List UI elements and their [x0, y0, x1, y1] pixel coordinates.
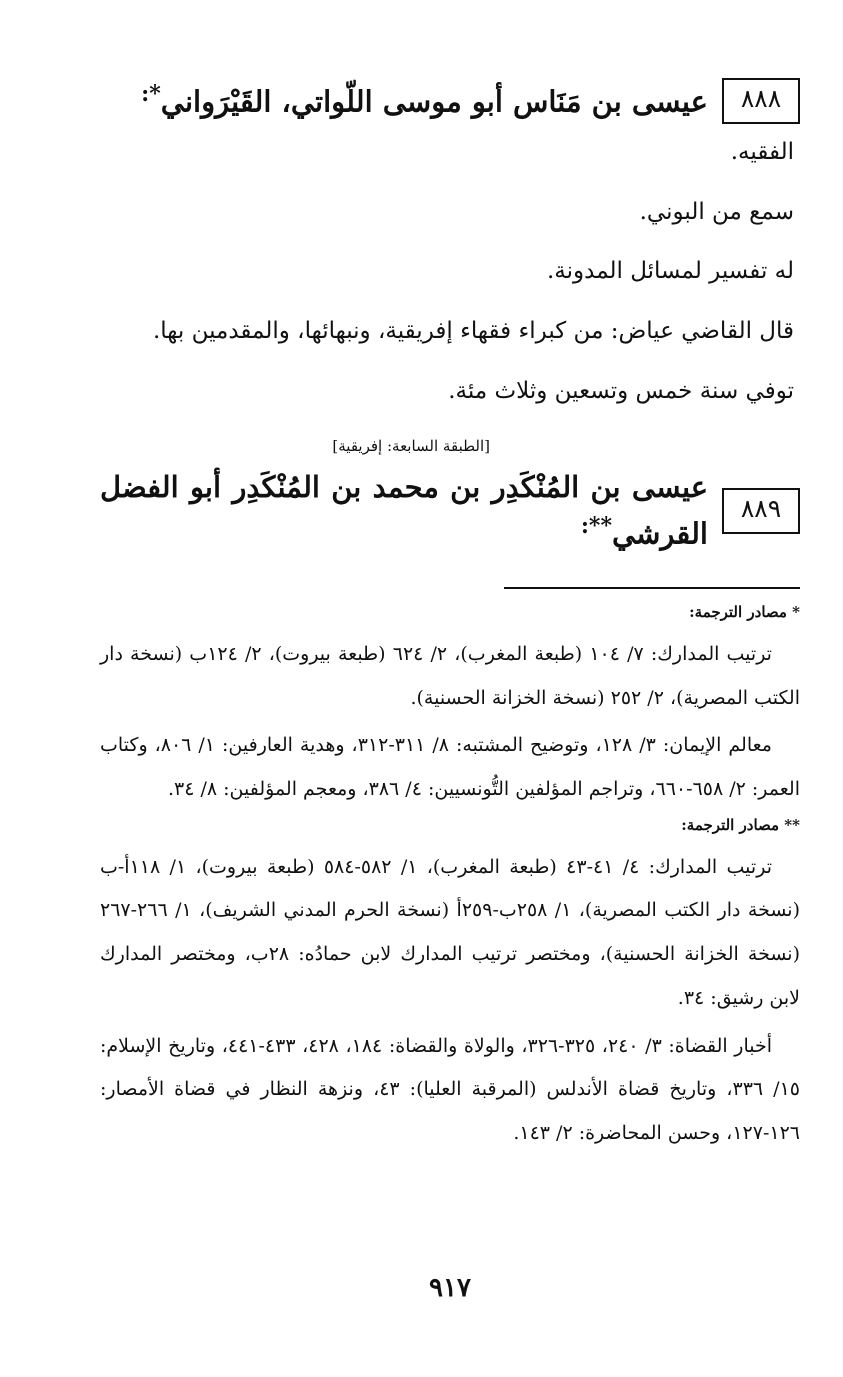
footnote-paragraph: ترتيب المدارك: ٧/ ١٠٤ (طبعة المغرب)، ٢/ ٦٢٤ (طبعة بيروت)، ٢/ ١٢٤ب (نسخة دار الكتب المصرية)، ٢/ ٢٥٢ (نسخة الخزانة الحسنية). — [100, 643, 800, 709]
entry-number-box: ٨٨٩ — [722, 488, 800, 534]
footnotes — [100, 603, 800, 1156]
footnote-marker: **: — [580, 513, 612, 540]
entry-heading — [100, 78, 800, 124]
biography-entry-889 — [100, 465, 800, 558]
entry-name: عيسى بن المُنْكَدِر بن محمد بن المُنْكَدِر أبو الفضل القرشي — [100, 469, 708, 552]
footnote-heading: ** مصادر الترجمة: — [681, 815, 800, 834]
entry-line: الفقيه. — [730, 138, 794, 165]
entry-line: قال القاضي عياض: من كبراء فقهاء إفريقية، ونبهائها، والمقدمين بها. — [152, 318, 794, 344]
entry-body — [100, 138, 800, 406]
tabaqa-note: [الطبقة السابعة: إفريقية] — [332, 436, 490, 455]
page-number: ٩١٧ — [429, 1273, 471, 1303]
entry-title — [100, 465, 708, 558]
entry-heading — [100, 465, 800, 558]
entry-line: توفي سنة خمس وتسعين وثلاث مئة. — [448, 377, 794, 404]
footnote-separator — [504, 587, 800, 589]
footnote-marker: *: — [141, 80, 161, 107]
book-page — [100, 78, 800, 1368]
entry-line: سمع من البوني. — [639, 198, 794, 225]
footnote-paragraph: ترتيب المدارك: ٤/ ٤١-٤٣ (طبعة المغرب)، ١/ ٥٨٢-٥٨٤ (طبعة بيروت)، ١/ ١١٨أ-ب (نسخة دار الكتب المصرية)، ١/ ٢٥٨ب-٢٥٩أ (نسخة الحرم المدني الشريف)، ١/ ٢٦٦-٢٦٧ (نسخة الخزانة الحسنية)، ومختصر ترتيب المدارك لابن حمادُه: ٢٨ب، ومختصر المدارك لابن رشيق: ٣٤. — [100, 855, 800, 1009]
biography-entry-888 — [100, 78, 800, 455]
footnote-paragraph: معالم الإيمان: ٣/ ١٢٨، وتوضيح المشتبه: ٨/ ٣١١-٣١٢، وهدية العارفين: ١/ ٨٠٦، وكتاب العمر: ٢/ ٦٥٨-٦٦٠، وتراجم المؤلفين التُّونسيين: ٤/ ٣٨٦، ومعجم المؤلفين: ٨/ ٣٤. — [100, 734, 800, 801]
entry-title — [100, 80, 708, 122]
entry-line: له تفسير لمسائل المدونة. — [546, 258, 794, 285]
footnote-block-1 — [100, 603, 800, 812]
entry-number-box: ٨٨٨ — [722, 78, 800, 124]
footnote-heading: * مصادر الترجمة: — [689, 603, 800, 622]
footnote-paragraph: أخبار القضاة: ٣/ ٢٤٠، ٣٢٥-٣٢٦، والولاة والقضاة: ١٨٤، ٤٢٨، ٤٣٣-٤٤١، وتاريخ الإسلام: ١٥/ ٣٣٦، وتاريخ قضاة الأندلس (المرقبة العليا): ٤٣، ونزهة النظار في قضاة الأمصار: ١٢٦-١٢٧، وحسن المحاضرة: ٢/ ١٤٣. — [100, 1034, 800, 1144]
entry-name: عيسى بن مَنَاس أبو موسى اللّواتي، القَيْرَواني — [160, 84, 708, 119]
footnote-block-2 — [100, 816, 800, 1156]
